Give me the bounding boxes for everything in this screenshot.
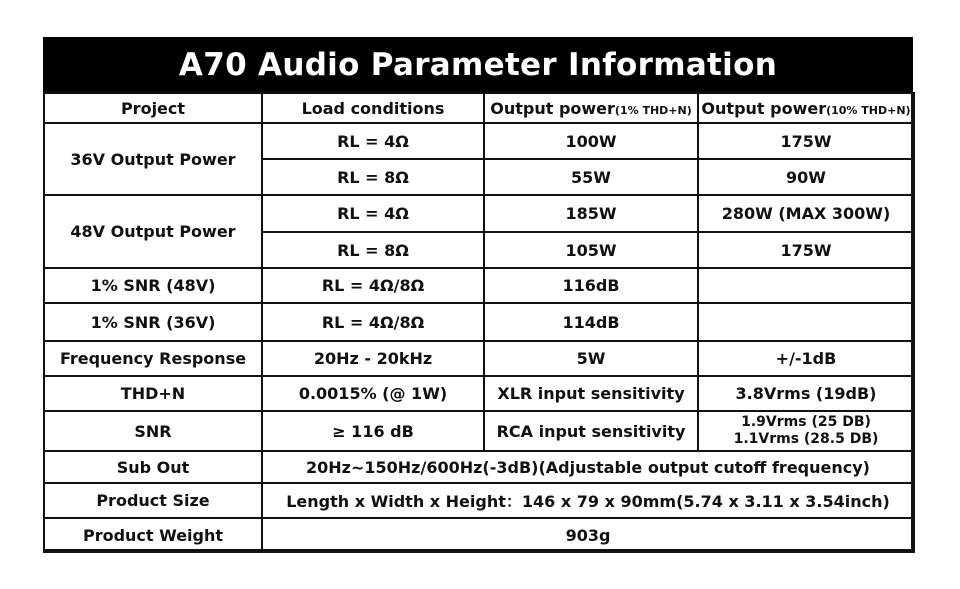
value-cell: 0.0015% (@ 1W) bbox=[262, 376, 484, 411]
table-row bbox=[44, 451, 914, 483]
value-cell: 100W bbox=[484, 123, 698, 159]
table-row bbox=[44, 483, 914, 518]
value-cell: +/-1dB bbox=[698, 341, 914, 376]
table-row bbox=[44, 303, 914, 341]
value-cell: 903g bbox=[262, 518, 914, 552]
row-label-size: Product Size bbox=[44, 483, 262, 518]
load-cell: RL = 4Ω/8Ω bbox=[262, 303, 484, 341]
table-row bbox=[44, 518, 914, 552]
load-cell: RL = 4Ω bbox=[262, 123, 484, 159]
load-cell: RL = 4Ω bbox=[262, 195, 484, 232]
table-row bbox=[44, 195, 914, 232]
table-row bbox=[44, 341, 914, 376]
row-label-snr-36v: 1% SNR (36V) bbox=[44, 303, 262, 341]
empty-cell bbox=[698, 303, 914, 341]
header-project: Project bbox=[44, 93, 262, 123]
header-output-10pct: Output power(10% THD+N) bbox=[698, 93, 914, 123]
value-cell: 105W bbox=[484, 232, 698, 268]
header-output-1pct: Output power(1% THD+N) bbox=[484, 93, 698, 123]
value-cell: 5W bbox=[484, 341, 698, 376]
load-cell: RL = 8Ω bbox=[262, 159, 484, 195]
load-cell: RL = 8Ω bbox=[262, 232, 484, 268]
value-cell: 114dB bbox=[484, 303, 698, 341]
table-row bbox=[44, 411, 914, 451]
value-cell: 3.8Vrms (19dB) bbox=[698, 376, 914, 411]
row-label-36v: 36V Output Power bbox=[44, 123, 262, 195]
row-label-frequency: Frequency Response bbox=[44, 341, 262, 376]
load-cell: RL = 4Ω/8Ω bbox=[262, 268, 484, 303]
value-cell: 1.9Vrms (25 DB) 1.1Vrms (28.5 DB) bbox=[698, 411, 914, 451]
value-cell: ≥ 116 dB bbox=[262, 411, 484, 451]
row-label-48v: 48V Output Power bbox=[44, 195, 262, 268]
value-cell: 20Hz~150Hz/600Hz(-3dB)(Adjustable output cutoff frequency) bbox=[262, 451, 914, 483]
row-label-snr-48v: 1% SNR (48V) bbox=[44, 268, 262, 303]
value-cell: Length x Width x Height：146 x 79 x 90mm(5.74 x 3.11 x 3.54inch) bbox=[262, 483, 914, 518]
page-title: A70 Audio Parameter Information bbox=[43, 37, 913, 92]
value-cell: 175W bbox=[698, 123, 914, 159]
value-cell: 90W bbox=[698, 159, 914, 195]
table-row bbox=[44, 123, 914, 159]
table-row bbox=[44, 268, 914, 303]
value-cell: 116dB bbox=[484, 268, 698, 303]
value-cell: 175W bbox=[698, 232, 914, 268]
header-load: Load conditions bbox=[262, 93, 484, 123]
value-cell: 280W (MAX 300W) bbox=[698, 195, 914, 232]
value-cell: 20Hz - 20kHz bbox=[262, 341, 484, 376]
row-label-weight: Product Weight bbox=[44, 518, 262, 552]
empty-cell bbox=[698, 268, 914, 303]
sensitivity-label: RCA input sensitivity bbox=[484, 411, 698, 451]
header-row bbox=[44, 93, 914, 123]
sensitivity-label: XLR input sensitivity bbox=[484, 376, 698, 411]
row-label-snr: SNR bbox=[44, 411, 262, 451]
row-label-thd: THD+N bbox=[44, 376, 262, 411]
row-label-sub-out: Sub Out bbox=[44, 451, 262, 483]
spec-table bbox=[43, 92, 915, 553]
value-cell: 55W bbox=[484, 159, 698, 195]
table-row bbox=[44, 376, 914, 411]
value-cell: 185W bbox=[484, 195, 698, 232]
